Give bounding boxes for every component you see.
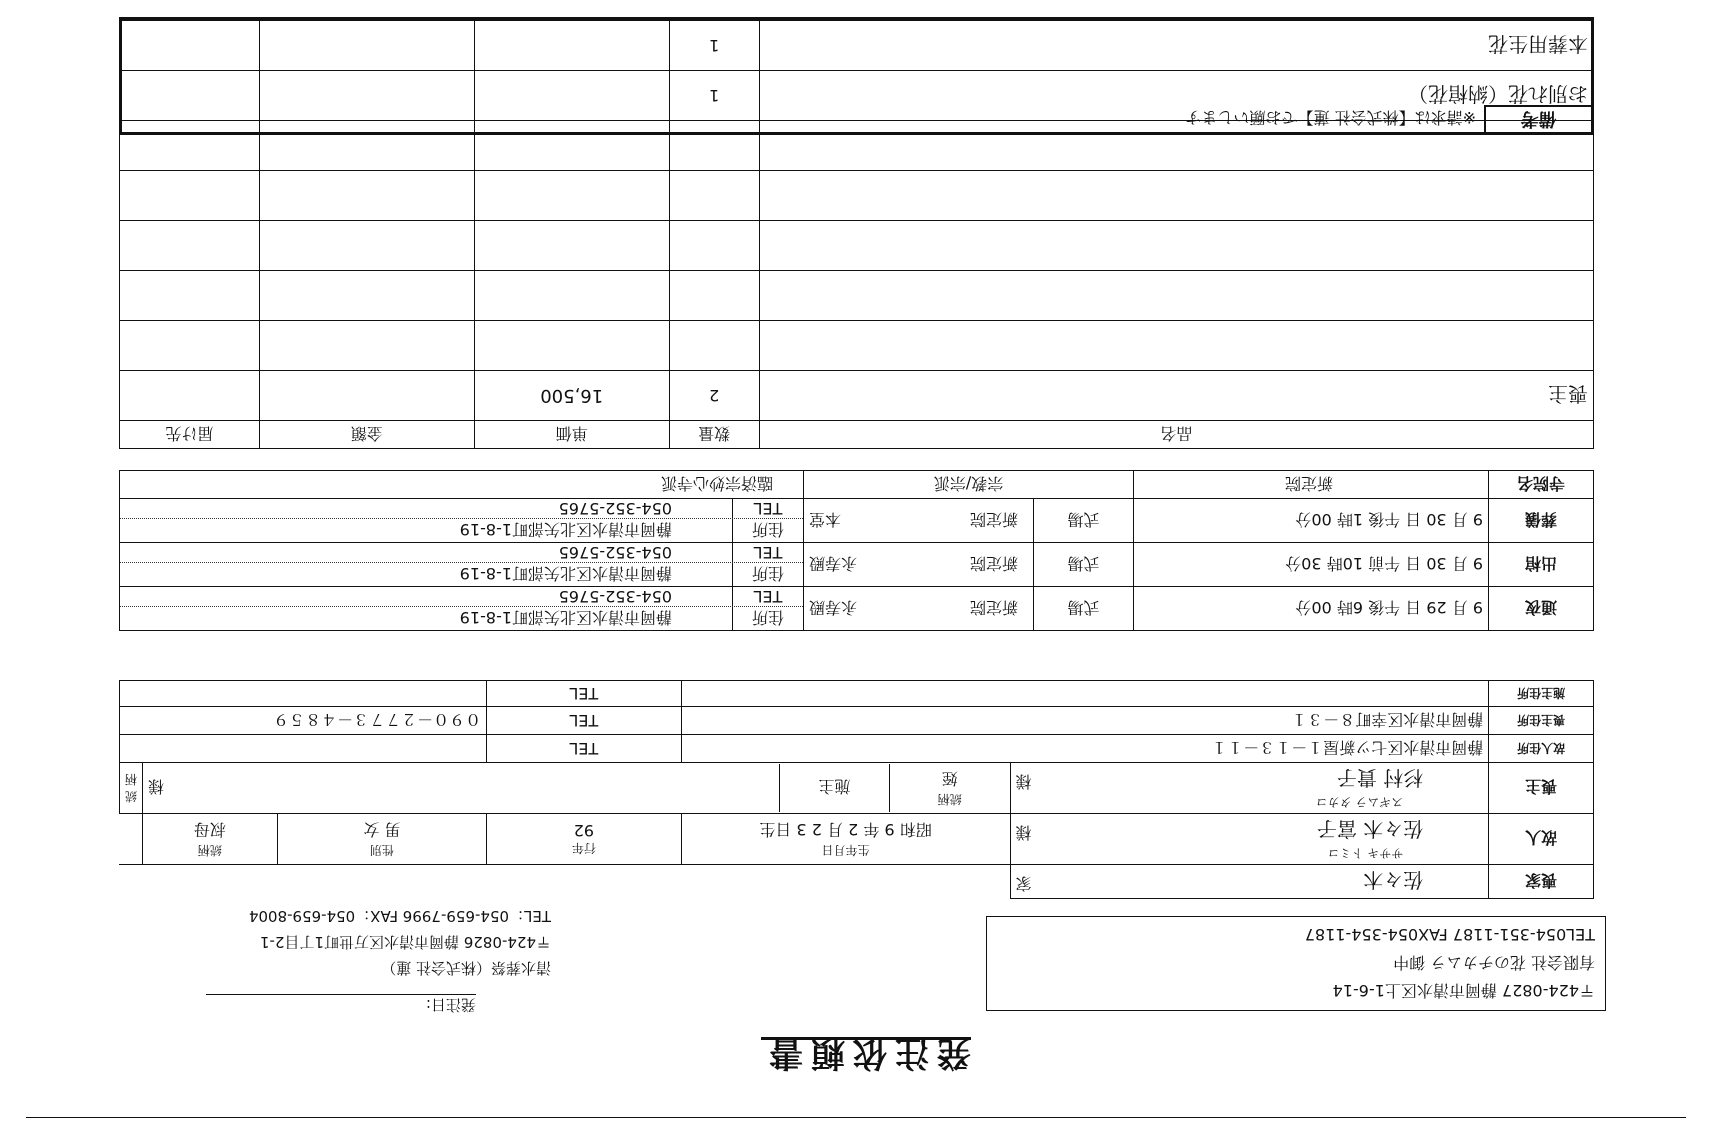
schedule-row-label: 葬儀: [1489, 499, 1594, 543]
item-price: 16,500: [474, 371, 669, 421]
orderer-tel-fax: TEL：054-659-7996 FAX：054-659-8004: [248, 907, 551, 925]
schedule-row-address-block: [120, 587, 804, 631]
item-row: [120, 371, 1594, 421]
items-header-qty: 数量: [669, 421, 759, 449]
schedule-row: [120, 587, 1594, 631]
item-name: 本葬用生花: [759, 21, 1593, 71]
schedule-row-type: 式場: [1034, 543, 1134, 587]
dob-value: 昭和 9 年 2 月 2 3 日生: [759, 820, 932, 839]
deceased-label: 故人: [1489, 814, 1594, 865]
relation-value: 叔母: [193, 820, 226, 839]
chief-mourner-label: 喪主: [1489, 763, 1594, 814]
supplier-name: 有限会社 花のチカムラ 御中: [1393, 953, 1595, 972]
supplier-box: [986, 916, 1606, 1011]
deceased-name: 佐々木 富子: [1316, 817, 1424, 841]
item-dest: [120, 171, 260, 221]
schedule-row-address-label: 住所: [732, 519, 803, 542]
item-qty: 1: [669, 71, 759, 121]
schedule-row-type: 式場: [1034, 587, 1134, 631]
schedule-row-label: 通夜: [1489, 587, 1594, 631]
schedule-row: [120, 499, 1594, 543]
schedule-row-room: 永寿殿: [809, 598, 858, 617]
household-suffix: 家: [1015, 874, 1032, 893]
schedule-row-tel: 054-352-5765: [558, 499, 672, 518]
item-price: [474, 271, 669, 321]
schedule-table: [119, 470, 1594, 631]
host-addr-label: 施主住所: [1489, 681, 1594, 707]
deceased-tel-label: TEL: [487, 735, 681, 763]
item-name: [759, 221, 1593, 271]
item-name: お別れ花（納棺花）: [759, 71, 1593, 121]
item-dest: [120, 221, 260, 271]
rel2-label: 続柄: [937, 792, 962, 806]
schedule-row-venue: [804, 543, 1034, 587]
rel3-label: 続柄: [125, 772, 138, 803]
order-date-field: [206, 994, 476, 1016]
item-name: [759, 171, 1593, 221]
schedule-row-address: 静岡市清水区北矢部町1-8-19: [459, 608, 672, 627]
items-header-row: [120, 421, 1594, 449]
remarks-label: 備考: [1484, 105, 1591, 133]
schedule-row-address: 静岡市清水区北矢部町1-8-19: [459, 520, 672, 539]
host-tel-value: [120, 681, 487, 707]
page-divider: [26, 1117, 1686, 1118]
schedule-row-tel-label: TEL: [732, 543, 803, 562]
schedule-row-address-block: [120, 499, 804, 543]
orderer-info: [71, 903, 551, 981]
rel3-cell: [120, 763, 143, 814]
item-name: [759, 271, 1593, 321]
item-amount: [259, 171, 474, 221]
schedule-row-type: 式場: [1034, 499, 1134, 543]
schedule-row-tel-label: TEL: [732, 499, 803, 518]
item-price: [474, 171, 669, 221]
gender-cell: [277, 814, 486, 865]
supplier-tel-fax: TEL054-351-1187 FAX054-354-1187: [1304, 925, 1595, 944]
host-honorific: 様: [148, 777, 165, 797]
host-addr-value: [681, 681, 1489, 707]
schedule-row-address-label: 住所: [732, 607, 803, 630]
item-row: [120, 271, 1594, 321]
orderer-name: 清水葬祭（株式会社 蓮）: [381, 959, 551, 977]
schedule-row-hall: 新定院: [969, 554, 1018, 573]
dob-cell: [681, 814, 1010, 865]
mourner-addr-label: 喪主住所: [1489, 707, 1594, 735]
schedule-row-datetime: 9 月 29 日 午後 6時 00分: [1134, 587, 1489, 631]
item-qty: [669, 321, 759, 371]
household-name: 佐々木: [1363, 868, 1424, 892]
temple-row: [120, 471, 1594, 499]
item-amount: [259, 221, 474, 271]
item-qty: 1: [669, 21, 759, 71]
mourner-tel-label: TEL: [487, 707, 681, 735]
item-qty: [669, 271, 759, 321]
gender-label: 性別: [369, 843, 394, 857]
host-tel-label: TEL: [487, 681, 681, 707]
item-amount: [259, 271, 474, 321]
schedule-row-address-label: 住所: [732, 563, 803, 586]
household-cell: [1010, 865, 1489, 899]
gender-value: 男 女: [363, 820, 401, 839]
relation-label: 続柄: [197, 843, 222, 857]
schedule-row-venue: [804, 587, 1034, 631]
item-row: [120, 221, 1594, 271]
temple-name: 新定院: [1284, 474, 1333, 493]
age-label: 行年: [571, 841, 596, 855]
chief-mourner-cell: [1010, 763, 1489, 814]
item-name: [759, 321, 1593, 371]
items-header-price: 単価: [474, 421, 669, 449]
rel2-cell: [890, 764, 1010, 812]
item-amount: [259, 371, 474, 421]
chief-mourner-kana: スギムラ タカコ: [1315, 795, 1404, 809]
sect-value: 臨済宗妙心寺派: [120, 471, 804, 499]
temple-label: 寺院名: [1489, 471, 1594, 499]
schedule-row-hall: 新定院: [969, 510, 1018, 529]
item-amount: [259, 321, 474, 371]
deceased-addr-value: 静岡市清水区七ツ新屋１－１３－１１: [681, 735, 1489, 763]
remarks-box: [119, 17, 1594, 135]
schedule-row-label: 出棺: [1489, 543, 1594, 587]
schedule-row-address: 静岡市清水区北矢部町1-8-19: [459, 564, 672, 583]
relation-cell: [143, 814, 278, 865]
deceased-honorific: 様: [1015, 823, 1032, 842]
host-cell: [143, 764, 780, 812]
host-group: [143, 763, 1011, 814]
item-dest: [120, 321, 260, 371]
item-qty: [669, 221, 759, 271]
mourner-addr-value: 静岡市清水区幸町８－３１: [681, 707, 1489, 735]
deceased-kana: ササキ トミコ: [1327, 846, 1404, 860]
deceased-cell: [1010, 814, 1489, 865]
item-dest: [120, 371, 260, 421]
schedule-row-tel: 054-352-5765: [558, 543, 672, 562]
rel2-value: 姪: [941, 769, 958, 788]
temple-cell: [1134, 471, 1489, 499]
schedule-row-datetime: 9 月 30 日 午後 1時 00分: [1134, 499, 1489, 543]
items-header-amount: 金額: [259, 421, 474, 449]
item-row: [120, 171, 1594, 221]
item-qty: [669, 171, 759, 221]
document-title: 発注依頼書: [761, 1033, 971, 1073]
schedule-row-room: 永寿殿: [809, 554, 858, 573]
item-price: [474, 221, 669, 271]
host-label: 施主: [780, 764, 890, 812]
chief-mourner-name: 杉村 貴子: [1336, 766, 1424, 790]
deceased-tel-value: [120, 735, 487, 763]
item-name: 喪主: [759, 371, 1593, 421]
household-label: 喪家: [1489, 865, 1594, 899]
schedule-row: [120, 543, 1594, 587]
item-row: [120, 321, 1594, 371]
schedule-row-tel: 054-352-5765: [558, 587, 672, 606]
schedule-row-datetime: 9 月 30 日 午前 10時 30分: [1134, 543, 1489, 587]
schedule-row-room: 本堂: [809, 510, 842, 529]
orderer-postal-address: 〒424-0826 静岡市清水区万世町1丁目2-1: [259, 933, 551, 951]
sect-label: 宗教/宗派: [804, 471, 1134, 499]
chief-mourner-honorific: 様: [1015, 772, 1032, 791]
items-header-name: 品名: [759, 421, 1593, 449]
item-dest: [120, 271, 260, 321]
age-cell: [487, 814, 681, 865]
schedule-row-hall: 新定院: [969, 598, 1018, 617]
supplier-postal-address: 〒424-0827 静岡市清水区上1-6-14: [1332, 981, 1595, 1000]
item-qty: 2: [669, 371, 759, 421]
items-header-dest: 届け先: [120, 421, 260, 449]
age-value: 92: [573, 821, 594, 840]
order-date-label: 発注日:: [425, 996, 476, 1014]
schedule-row-tel-label: TEL: [732, 587, 803, 606]
remarks-text: ※請求は【株式会社 蓮】でお願いします: [1185, 108, 1476, 128]
deceased-addr-label: 故人住所: [1489, 735, 1594, 763]
dob-label: 生年月日: [821, 843, 870, 857]
schedule-row-address-block: [120, 543, 804, 587]
mourner-tel-value: ０９０－２７７３－４８５９: [120, 707, 487, 735]
item-price: [474, 321, 669, 371]
family-info-table: [119, 680, 1594, 899]
schedule-row-venue: [804, 499, 1034, 543]
